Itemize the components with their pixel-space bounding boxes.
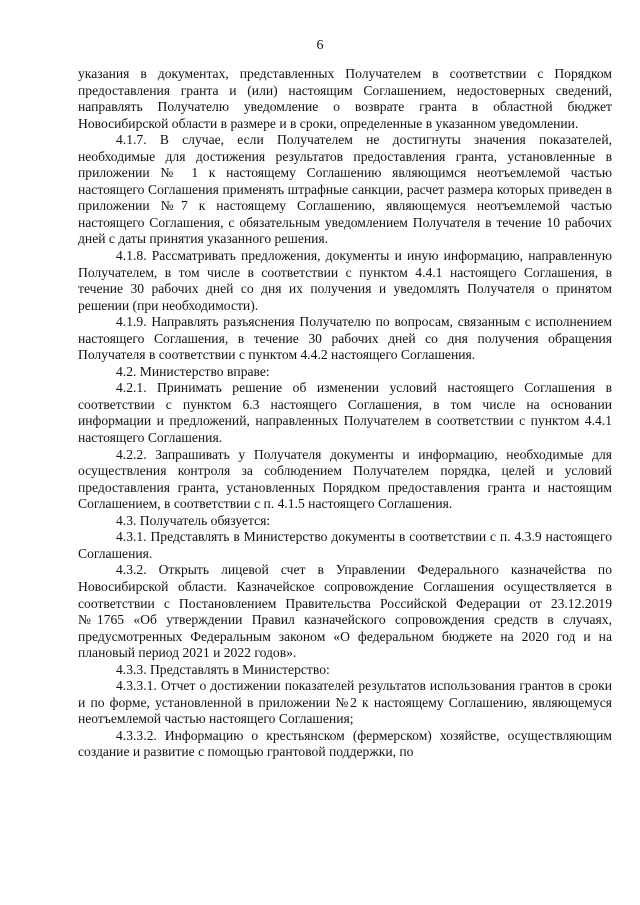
paragraph-4-2: 4.2. Министерство вправе: bbox=[116, 363, 270, 379]
paragraph-4-3-3-1: 4.3.3.1. Отчет о достижении показателей результатов использования грантов в сроки и по форме, установленной в приложении №2 к настоящему Соглашению, являющемуся неотъемлемой частью настоящего Соглашения; bbox=[78, 678, 612, 727]
paragraph-4-3-3: 4.3.3. Представлять в Министерство: bbox=[116, 661, 330, 677]
paragraph-4-3-1: 4.3.1. Представлять в Министерство документы в соответствии с п. 4.3.9 настоящего Соглашения. bbox=[78, 529, 612, 561]
paragraph-4-3-2: 4.3.2. Открыть лицевой счет в Управлении Федерального казначейства по Новосибирской области. Казначейское сопровождение Соглашения осуществляется в соответствии с Постановлением Правительства Российской Федерации от 23.12.2019 №1765 «Об утверждении Правил казначейского сопровождения средств в случаях, предусмотренных Федеральным законом «О федеральном бюджете на 2020 год и на плановый период 2021 и 2022 годов». bbox=[78, 562, 612, 661]
paragraph-4-3-3-2: 4.3.3.2. Информацию о крестьянском (фермерском) хозяйстве, осуществляющим создание и развитие с помощью грантовой поддержки, по bbox=[78, 727, 612, 760]
paragraph-4-1-7: 4.1.7. В случае, если Получателем не достигнуты значения показателей, необходимые для достижения результатов предоставления гранта, установленные в приложении № 1 к настоящему Соглашению являющимся неотъемлемой частью настоящего Соглашения применять штрафные санкции, расчет размера которых приведен в приложении №7 к настоящему Соглашению, являющемуся неотъемлемой частью настоящего Соглашения, с обязательным уведомлением Получателя в течение 10 рабочих дней с даты принятия указанного решения. bbox=[78, 132, 612, 247]
document-body bbox=[78, 66, 612, 761]
paragraph-4-2-2: 4.2.2. Запрашивать у Получателя документы и информацию, необходимые для осуществления контроля за соблюдением Получателем порядка, целей и условий предоставления гранта, установленных Порядком предоставления гранта и настоящим Соглашением, в соответствии с п. 4.1.5 настоящего Соглашения. bbox=[78, 446, 612, 512]
page-number: 6 bbox=[316, 38, 324, 53]
paragraph-4-1-9: 4.1.9. Направлять разъяснения Получателю по вопросам, связанным с исполнением настоящего Соглашения, в течение 30 рабочих дней со дня получения обращения Получателя в соответствии с пунктом 4.4.2 настоящего Соглашения. bbox=[78, 314, 612, 363]
paragraph-4-3: 4.3. Получатель обязуется: bbox=[116, 512, 271, 528]
paragraph-continuation: указания в документах, представленных Получателем в соответствии с Порядком предоставления гранта и (или) настоящим Соглашением, недостоверных сведений, направлять Получателю уведомление о возврате гранта в областной бюджет Новосибирской области в размере и в сроки, определенные в указанном уведомлении. bbox=[78, 66, 612, 131]
paragraph-4-1-8: 4.1.8. Рассматривать предложения, документы и иную информацию, направленную Получателем, в том числе в соответствии с пунктом 4.4.1 настоящего Соглашения, в течение 30 рабочих дней со дня их получения и уведомлять Получателя о принятом решении (при необходимости). bbox=[78, 248, 612, 313]
paragraph-4-2-1: 4.2.1. Принимать решение об изменении условий настоящего Соглашения в соответствии с пунктом 6.3 настоящего Соглашения, в том числе на основании информации и предложений, направленных Получателем в соответствии с пунктом 4.4.1 настоящего Соглашения. bbox=[78, 380, 612, 446]
